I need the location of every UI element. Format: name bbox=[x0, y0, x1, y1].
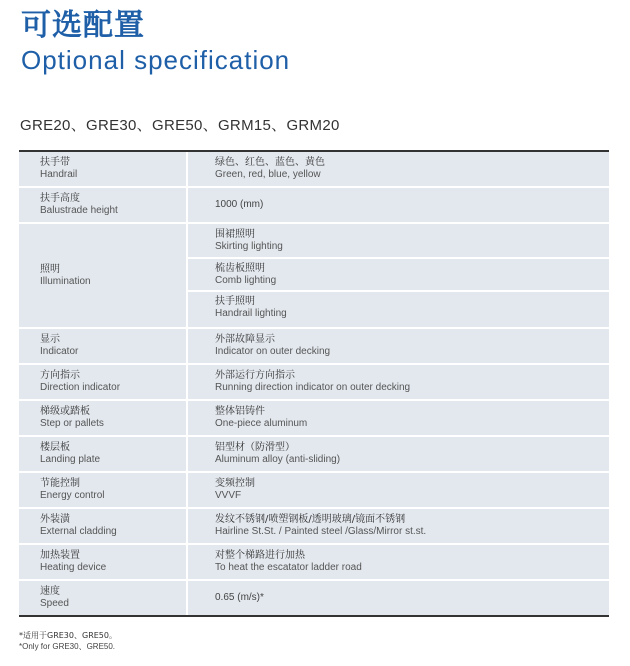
table-row-landing-plate bbox=[19, 435, 609, 471]
page-title-cn: 可选配置 bbox=[21, 8, 145, 43]
value-en: To heat the escatator ladder road bbox=[215, 562, 362, 573]
row-values bbox=[186, 224, 609, 327]
row-label-en: Heating device bbox=[40, 562, 107, 573]
row-values bbox=[186, 473, 609, 507]
row-label-cn: 扶手带 bbox=[40, 157, 70, 168]
row-label-en: Step or pallets bbox=[40, 418, 104, 429]
row-label bbox=[19, 152, 186, 186]
row-label-en: Landing plate bbox=[40, 454, 101, 465]
row-values bbox=[186, 329, 609, 363]
value-en: One-piece aluminum bbox=[215, 418, 308, 429]
row-value bbox=[188, 437, 609, 471]
row-value bbox=[188, 401, 609, 435]
value-cn: 围裙照明 bbox=[215, 228, 255, 240]
value-en: VVVF bbox=[215, 490, 242, 501]
row-values bbox=[186, 545, 609, 579]
row-label-en: External cladding bbox=[40, 526, 117, 537]
value-cn: 梳齿板照明 bbox=[215, 262, 265, 274]
row-label-cn: 梯级或踏板 bbox=[40, 406, 90, 417]
row-label-en: Balustrade height bbox=[40, 205, 118, 216]
value-cn: 发纹不锈钢/喷塑钢板/透明玻璃/镜面不锈钢 bbox=[215, 514, 406, 525]
row-value bbox=[188, 290, 609, 323]
value-cn: 扶手照明 bbox=[215, 295, 255, 307]
row-value bbox=[188, 581, 609, 615]
row-label-en: Energy control bbox=[40, 490, 105, 501]
value-en: Handrail lighting bbox=[215, 307, 287, 319]
row-label-cn: 速度 bbox=[40, 586, 60, 597]
row-value bbox=[188, 509, 609, 543]
row-label bbox=[19, 224, 186, 327]
footnotes bbox=[19, 630, 117, 652]
row-label bbox=[19, 581, 186, 615]
row-label-cn: 楼层板 bbox=[40, 442, 70, 453]
row-values bbox=[186, 509, 609, 543]
row-label bbox=[19, 437, 186, 471]
spec-table bbox=[19, 150, 609, 617]
row-label-cn: 照明 bbox=[40, 263, 60, 275]
row-label bbox=[19, 365, 186, 399]
row-label bbox=[19, 545, 186, 579]
row-label-en: Handrail bbox=[40, 169, 78, 180]
row-label bbox=[19, 188, 186, 222]
row-label-cn: 扶手高度 bbox=[40, 193, 80, 204]
row-label-en: Illumination bbox=[40, 275, 91, 287]
row-label-en: Direction indicator bbox=[40, 382, 121, 393]
table-row-handrail bbox=[19, 152, 609, 186]
row-label-en: Indicator bbox=[40, 346, 79, 357]
value-en: Aluminum alloy (anti-sliding) bbox=[215, 454, 341, 465]
value-cn: 外部运行方向指示 bbox=[215, 370, 295, 381]
row-values bbox=[186, 152, 609, 186]
model-list: GRE20、GRE30、GRE50、GRM15、GRM20 bbox=[20, 117, 340, 134]
value-cn: 外部故障显示 bbox=[215, 334, 275, 345]
table-row-external-cladding bbox=[19, 507, 609, 543]
value-text: 1000 (mm) bbox=[215, 199, 264, 210]
row-value bbox=[188, 188, 609, 222]
row-label bbox=[19, 401, 186, 435]
row-value bbox=[188, 329, 609, 363]
row-label bbox=[19, 473, 186, 507]
row-value bbox=[188, 365, 609, 399]
row-label-cn: 加热装置 bbox=[40, 550, 80, 561]
row-values bbox=[186, 188, 609, 222]
row-values bbox=[186, 437, 609, 471]
row-value bbox=[188, 224, 609, 257]
value-en: Running direction indicator on outer decking bbox=[215, 382, 411, 393]
value-en: Green, red, blue, yellow bbox=[215, 169, 321, 180]
row-values bbox=[186, 581, 609, 615]
table-row-speed bbox=[19, 579, 609, 615]
table-row-indicator bbox=[19, 327, 609, 363]
value-cn: 整体铝铸件 bbox=[215, 406, 265, 417]
row-label-cn: 方向指示 bbox=[40, 370, 80, 381]
value-cn: 绿色、红色、蓝色、黄色 bbox=[215, 157, 325, 168]
row-label-cn: 显示 bbox=[40, 334, 60, 345]
row-value bbox=[188, 257, 609, 290]
row-label bbox=[19, 329, 186, 363]
value-en: Indicator on outer decking bbox=[215, 346, 331, 357]
row-value bbox=[188, 152, 609, 186]
value-en: Skirting lighting bbox=[215, 240, 283, 252]
row-value bbox=[188, 545, 609, 579]
row-label-en: Speed bbox=[40, 598, 69, 609]
row-label-cn: 外装潢 bbox=[40, 514, 70, 525]
row-label-cn: 节能控制 bbox=[40, 478, 80, 489]
row-values bbox=[186, 365, 609, 399]
value-cn: 变频控制 bbox=[215, 478, 255, 489]
table-row-steps bbox=[19, 399, 609, 435]
value-en: Comb lighting bbox=[215, 274, 277, 286]
table-row-heating-device bbox=[19, 543, 609, 579]
row-label bbox=[19, 509, 186, 543]
row-value bbox=[188, 473, 609, 507]
table-row-direction-indicator bbox=[19, 363, 609, 399]
table-row-illumination bbox=[19, 222, 609, 327]
table-row-energy-control bbox=[19, 471, 609, 507]
value-cn: 对整个梯路进行加热 bbox=[215, 550, 305, 561]
row-values bbox=[186, 401, 609, 435]
value-cn: 铝型材（防滑型） bbox=[215, 442, 295, 453]
value-en: Hairline St.St. / Painted steel /Glass/Mirror st.st. bbox=[215, 526, 427, 537]
table-row-balustrade bbox=[19, 186, 609, 222]
footnote-en: *Only for GRE30、GRE50. bbox=[19, 642, 116, 651]
page-title-en: Optional specification bbox=[21, 45, 291, 75]
footnote-cn: *适用于GRE30、GRE50。 bbox=[19, 631, 117, 640]
value-text: 0.65 (m/s)* bbox=[215, 592, 264, 603]
